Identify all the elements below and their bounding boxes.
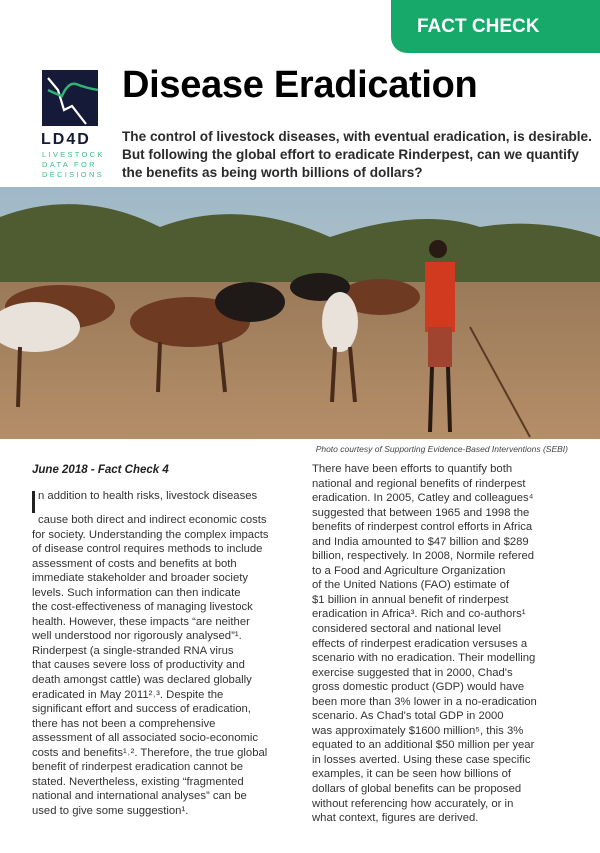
line-text: effects of rinderpest eradication versuses a [312, 637, 528, 650]
line-text: significant effort and success of eradication, [32, 703, 251, 716]
text-line [312, 462, 537, 477]
line-text: used to give some suggestion¹. [32, 804, 189, 817]
text-line [32, 731, 269, 746]
logo-mark-icon [42, 70, 98, 126]
body-column-right [312, 462, 537, 826]
fact-check-badge: FACT CHECK [391, 0, 600, 53]
line-text: exercise suggested that in 2000, Chad's [312, 666, 513, 679]
ld4d-logo [42, 70, 98, 126]
line-text: $1 billion in annual benefit of rinderpest [312, 593, 509, 606]
text-line [312, 782, 537, 797]
text-line [312, 637, 537, 652]
text-line [312, 593, 537, 608]
text-line [32, 644, 269, 659]
line-text: examples, it can be seen how billions of [312, 768, 512, 781]
text-line [32, 586, 269, 601]
text-line [312, 477, 537, 492]
line-text: costs and benefits¹˒². Therefore, the true global [32, 746, 268, 759]
line-text: suggested that between 1965 and 1998 the [312, 506, 530, 519]
line-text: was approximately $1600 million⁵, this 3% [312, 724, 524, 737]
drop-cap-i [32, 491, 35, 513]
text-line [312, 695, 537, 710]
text-line [32, 571, 269, 586]
text-line [312, 535, 537, 550]
text-line [312, 578, 537, 593]
text-line [312, 506, 537, 521]
text-line [32, 775, 269, 790]
text-line [32, 688, 269, 703]
dateline: June 2018 - Fact Check 4 [32, 464, 169, 476]
line-text: the cost-effectiveness of managing livestock [32, 601, 253, 614]
text-line [32, 542, 269, 557]
line-text: without referencing how accurately, or in [312, 797, 514, 810]
line-text: national and international analyses” can be [32, 790, 247, 803]
text-line [312, 549, 537, 564]
logo-name: LD4D [41, 131, 91, 148]
text-line [312, 622, 537, 637]
line-text: considered sectoral and national level [312, 623, 502, 636]
text-line [32, 629, 269, 644]
line-text: death amongst cattle) was declared globally [32, 674, 252, 687]
text-line [38, 489, 257, 504]
line-text: been more than 3% lower in a no-eradication [312, 695, 537, 708]
text-line [312, 666, 537, 681]
text-line [32, 615, 269, 630]
text-line [312, 709, 537, 724]
line-text: gross domestic product (GDP) would have [312, 681, 525, 694]
line-text: levels. Such information can then indicate [32, 586, 241, 599]
text-line [312, 680, 537, 695]
photo-caption: Photo courtesy of Supporting Evidence-Based Interventions (SEBI) [315, 444, 568, 454]
text-line [312, 607, 537, 622]
line-text: stated. Nevertheless, existing “fragmented [32, 775, 244, 788]
text-line [312, 811, 537, 826]
line-text: in losses averted. Using these case specific [312, 753, 531, 766]
line-text: that causes severe loss of productivity and [32, 659, 245, 672]
logo-tagline: LIVESTOCK DATA FOR DECISIONS [42, 150, 105, 179]
line-text: cause both direct and indirect economic costs [38, 514, 267, 526]
text-line [312, 724, 537, 739]
line-text: There have been efforts to quantify both [312, 463, 513, 475]
line-text: billion, respectively. In 2008, Normile refered [312, 550, 535, 563]
line-text: assessment of all associated socio-economic [32, 732, 259, 745]
text-line [32, 658, 269, 673]
text-line [312, 797, 537, 812]
line-text: and India amounted to $47 billion and $289 [312, 535, 529, 548]
text-line [32, 717, 269, 732]
text-line [312, 767, 537, 782]
text-line [312, 520, 537, 535]
line-text: of the United Nations (FAO) estimate of [312, 579, 510, 592]
line-text: national and regional benefits of rinderpest [312, 477, 526, 490]
text-line [312, 738, 537, 753]
line-text: well understood nor rigorously analysed”¹. [32, 630, 242, 643]
line-text: of disease control requires methods to include [32, 543, 263, 556]
text-line [32, 528, 269, 543]
line-text: eradication in Africa³. Rich and co-authors¹ [312, 608, 526, 621]
line-text: health. However, these impacts “are neither [32, 615, 250, 628]
text-line [32, 673, 269, 688]
text-line [32, 760, 269, 775]
text-line [32, 600, 269, 615]
line-text: n addition to health risks, livestock diseases [38, 490, 258, 502]
line-text: immediate stakeholder and broader society [32, 572, 249, 585]
line-text: eradicated in May 2011²˒³. Despite the [32, 688, 224, 701]
line-text: what context, figures are derived. [312, 812, 479, 825]
cattle-photo [0, 187, 600, 439]
lede: The control of livestock diseases, with eventual eradication, is desirable. But following the global effort to eradicate Rinderpest, can we quantify the benefits as being worth billions of dollars? [122, 129, 592, 180]
text-line [312, 564, 537, 579]
text-line [312, 491, 537, 506]
text-line [312, 651, 537, 666]
line-text: eradication. In 2005, Catley and colleagues⁴ [312, 492, 534, 505]
text-line [32, 746, 269, 761]
line-text: there has not been a comprehensive [32, 717, 216, 730]
text-line [312, 753, 537, 768]
line-text: for society. Understanding the complex impacts [32, 528, 269, 541]
text-line [32, 557, 269, 572]
line-text: dollars of global benefits can be proposed [312, 783, 522, 796]
text-line [32, 804, 269, 819]
line-text: Rinderpest (a single-stranded RNA virus [32, 644, 234, 657]
page-title: Disease Eradication [122, 64, 478, 106]
text-line [32, 702, 269, 717]
line-text: benefits of rinderpest control efforts in Africa [312, 521, 533, 534]
line-text: benefit of rinderpest eradication cannot be [32, 761, 244, 774]
line-text: to a Food and Agriculture Organization [312, 564, 506, 577]
text-line [32, 789, 269, 804]
text-line [32, 513, 269, 528]
line-text: equated to an additional $50 million per year [312, 739, 535, 752]
line-text: assessment of costs and benefits at both [32, 557, 237, 570]
line-text: scenario with no eradication. Their modelling [312, 652, 536, 665]
line-text: scenario. As Chad's total GDP in 2000 [312, 710, 504, 723]
body-column-left [32, 489, 269, 818]
